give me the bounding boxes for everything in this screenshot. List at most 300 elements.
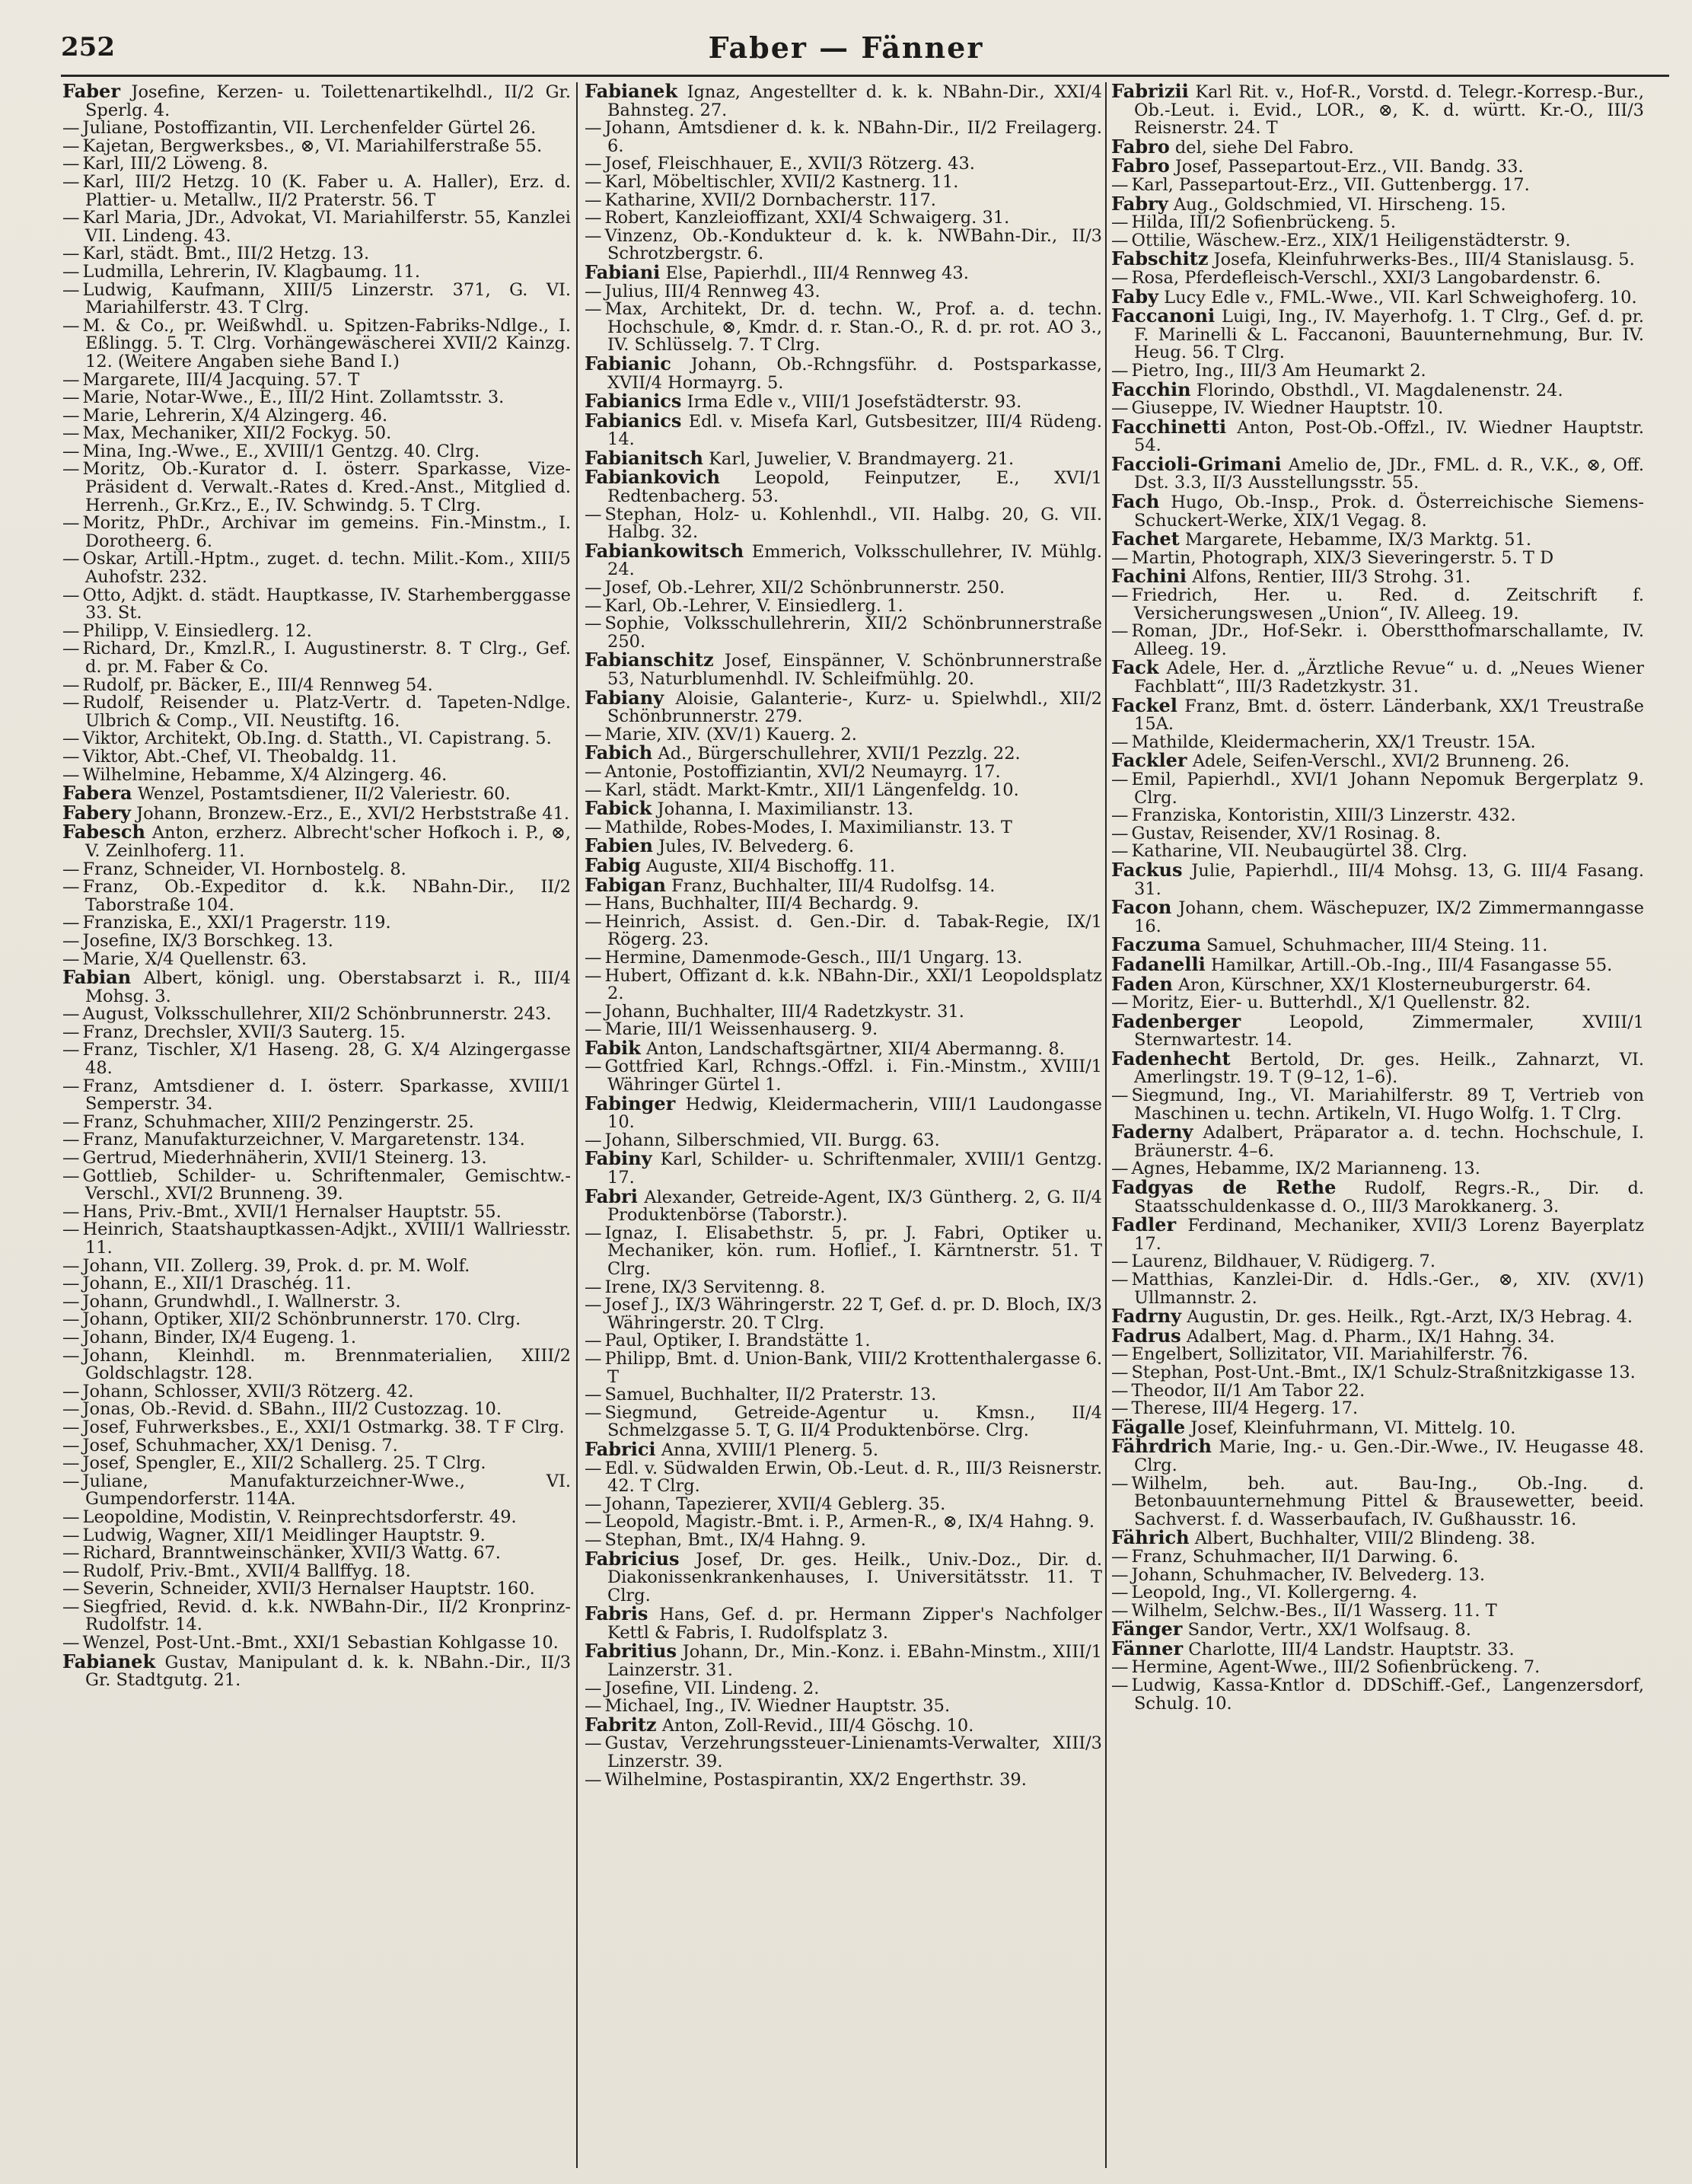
entry-surname: Fachet bbox=[1111, 528, 1180, 550]
entry-text: Stephan, Bmt., IX/4 Hahng. 9. bbox=[604, 1529, 866, 1550]
entry-text: Marie, Ing.- u. Gen.-Dir.-Wwe., IV. Heugasse 48. Clrg. bbox=[1134, 1437, 1644, 1475]
repeat-dash: — bbox=[585, 1678, 602, 1698]
directory-entry bbox=[1111, 1564, 1644, 1585]
directory-entry bbox=[1111, 1584, 1644, 1602]
directory-entry bbox=[1111, 192, 1644, 215]
directory-entry bbox=[62, 171, 571, 210]
directory-entry bbox=[1111, 415, 1644, 456]
entry-surname: Fadrny bbox=[1111, 1305, 1182, 1328]
repeat-dash: — bbox=[62, 859, 80, 879]
repeat-dash: — bbox=[585, 171, 602, 192]
repeat-dash: — bbox=[585, 894, 602, 914]
directory-entry bbox=[585, 965, 1102, 1004]
entry-surname: Fack bbox=[1111, 656, 1159, 679]
entry-text: Richard, Branntweinschänker, XVII/3 Wattg. 67. bbox=[82, 1543, 501, 1564]
entry-text: Rudolf, Priv.-Bmt., XVII/4 Ballffyg. 18. bbox=[82, 1561, 411, 1581]
directory-entry bbox=[62, 1545, 571, 1563]
repeat-dash: — bbox=[585, 614, 602, 634]
entry-text: Josef, Fleischhauer, E., XVII/3 Rötzerg. 43. bbox=[604, 154, 975, 174]
directory-entry bbox=[585, 1184, 1102, 1226]
directory-entry bbox=[62, 1596, 571, 1635]
directory-entry bbox=[585, 873, 1102, 896]
entry-text: Josefa, Kleinfuhrwerks-Bes., III/4 Stanislausg. 5. bbox=[1213, 250, 1635, 270]
entry-text: Siegfried, Revid. d. k.k. NWBahn-Dir., II/2 Kronprinz-Rudolfstr. 14. bbox=[82, 1596, 571, 1635]
repeat-dash: — bbox=[62, 208, 80, 228]
entry-surname: Fadgyas de Rethe bbox=[1111, 1176, 1337, 1199]
directory-entry bbox=[585, 819, 1102, 837]
repeat-dash: — bbox=[585, 1696, 602, 1717]
entry-surname: Fabigan bbox=[585, 873, 666, 896]
entry-text: Rudolf, Reisender u. Platz-Vertr. d. Tapeten-Ndlge. Ulbrich & Comp., VII. Neustiftg. 16. bbox=[82, 693, 571, 731]
entry-surname: Fabiankovich bbox=[585, 466, 720, 489]
directory-entry bbox=[1111, 547, 1644, 568]
repeat-dash: — bbox=[585, 1512, 602, 1532]
repeat-dash: — bbox=[585, 208, 602, 228]
entry-text: Leopold, Ing., VI. Kollergerng. 4. bbox=[1131, 1583, 1418, 1603]
directory-entry bbox=[1111, 135, 1644, 158]
entry-text: Karl, Ob.-Lehrer, V. Einsiedlerg. 1. bbox=[604, 595, 903, 616]
repeat-dash: — bbox=[62, 913, 80, 933]
directory-entry bbox=[1111, 1364, 1644, 1382]
directory-entry bbox=[62, 138, 571, 156]
directory-entry bbox=[1111, 269, 1644, 288]
directory-entry bbox=[62, 1437, 571, 1455]
directory-entry bbox=[585, 895, 1102, 913]
repeat-dash: — bbox=[62, 315, 80, 336]
directory-entry bbox=[585, 283, 1102, 301]
directory-entry bbox=[585, 1642, 1102, 1679]
directory-entry bbox=[62, 1221, 571, 1257]
column-divider bbox=[576, 82, 578, 2168]
entry-text: Juliane, Manufakturzeichner-Wwe., VI. Gumpendorferstr. 114A. bbox=[82, 1471, 571, 1510]
directory-entry bbox=[62, 461, 571, 515]
entry-text: Anna, XVIII/1 Plenerg. 5. bbox=[661, 1440, 879, 1460]
repeat-dash: — bbox=[62, 949, 80, 969]
entry-text: Johann, E., XII/1 Draschég. 11. bbox=[82, 1274, 352, 1294]
directory-entry bbox=[1111, 1637, 1644, 1660]
entry-text: Josef, Schuhmacher, XX/1 Denisg. 7. bbox=[82, 1435, 398, 1455]
entry-text: Ad., Bürgerschullehrer, XVII/1 Pezzlg. 22. bbox=[658, 744, 1021, 764]
header-rule bbox=[61, 75, 1669, 77]
entry-text: Augustin, Dr. ges. Heilk., Rgt.-Arzt, IX/3 Hebrag. 4. bbox=[1187, 1307, 1633, 1328]
directory-entry bbox=[1111, 1677, 1644, 1713]
entry-text: Agnes, Hebamme, IX/2 Marianneng. 13. bbox=[1131, 1159, 1480, 1179]
directory-entry bbox=[1111, 1307, 1644, 1327]
directory-entry bbox=[1111, 1620, 1644, 1640]
directory-entry bbox=[585, 799, 1102, 819]
entry-text: del, siehe Del Fabro. bbox=[1174, 137, 1354, 158]
entry-surname: Fabianitsch bbox=[585, 446, 703, 469]
entry-text: Moritz, Eier- u. Butterhdl., X/1 Quellenstr. 82. bbox=[1131, 993, 1531, 1013]
repeat-dash: — bbox=[1111, 360, 1129, 381]
directory-entry bbox=[62, 1347, 571, 1383]
directory-entry bbox=[585, 1437, 1102, 1460]
directory-entry bbox=[1111, 858, 1644, 899]
entry-surname: Fabianek bbox=[62, 1650, 156, 1672]
directory-entry bbox=[585, 913, 1102, 949]
directory-entry bbox=[62, 550, 571, 586]
entry-surname: Faccioli-Grimani bbox=[1111, 452, 1282, 475]
directory-entry bbox=[62, 930, 571, 951]
entry-text: Marie, Notar-Wwe., E., III/2 Hint. Zollamtsstr. 3. bbox=[82, 387, 505, 408]
repeat-dash: — bbox=[62, 1111, 80, 1132]
entry-text: Martin, Photograph, XIX/3 Sieveringerstr. 5. T D bbox=[1131, 547, 1554, 568]
directory-entry bbox=[62, 1201, 571, 1222]
entry-text: Gottfried Karl, Rchngs.-Offzl. i. Fin.-Minstm., XVIII/1 Währinger Gürtel 1. bbox=[604, 1057, 1102, 1095]
directory-entry bbox=[1111, 1437, 1644, 1475]
entry-surname: Facchinetti bbox=[1111, 415, 1227, 438]
directory-entry bbox=[1111, 1271, 1644, 1307]
entry-text: Anton, Landschaftsgärtner, XII/4 Abermanng. 8. bbox=[645, 1038, 1065, 1059]
entry-surname: Fänner bbox=[1111, 1637, 1184, 1660]
directory-entry bbox=[62, 1255, 571, 1276]
directory-entry bbox=[585, 155, 1102, 174]
entry-surname: Fadenberger bbox=[1111, 1009, 1241, 1032]
directory-entry bbox=[62, 748, 571, 767]
repeat-dash: — bbox=[1111, 1398, 1129, 1419]
entry-text: Hilda, III/2 Sofienbrückeng. 5. bbox=[1131, 212, 1396, 233]
entry-text: Gertrud, Miederhnäherin, XVII/1 Steinerg. 13. bbox=[82, 1148, 487, 1169]
entry-surname: Fabritius bbox=[585, 1640, 677, 1663]
repeat-dash: — bbox=[62, 1004, 80, 1025]
entry-text: Johann, Kleinhdl. m. Brennmaterialien, XIII/2 Goldschlagstr. 128. bbox=[82, 1345, 571, 1384]
repeat-dash: — bbox=[1111, 823, 1129, 843]
directory-entry bbox=[585, 651, 1102, 688]
entry-text: Ludwig, Wagner, XII/1 Meidlinger Hauptstr. 9. bbox=[82, 1525, 486, 1545]
entry-text: Adele, Her. d. „Ärztliche Revue“ u. d. „Neues Wiener Fachblatt“, III/3 Radetzkystr. 31. bbox=[1134, 658, 1644, 697]
repeat-dash: — bbox=[62, 1399, 80, 1420]
entry-surname: Fährdrich bbox=[1111, 1435, 1212, 1458]
entry-surname: Fabri bbox=[585, 1184, 638, 1207]
repeat-dash: — bbox=[1111, 1600, 1129, 1621]
directory-entry bbox=[1111, 247, 1644, 270]
directory-entry bbox=[62, 1131, 571, 1149]
entry-text: Moritz, PhDr., Archivar im gemeins. Fin.-Minstm., I. Dorotheerg. 6. bbox=[82, 513, 571, 551]
directory-entry bbox=[62, 120, 571, 138]
entry-surname: Fabiany bbox=[585, 686, 664, 709]
entry-text: Karl Rit. v., Hof-R., Vorstd. d. Telegr.-Korresp.-Bur., Ob.-Leut. i. Evid., LOR., ⊗, K. d. württ. Kr.-O., III/3 Reisnerstr. 24. T bbox=[1134, 82, 1644, 139]
repeat-dash: — bbox=[1111, 585, 1129, 606]
entry-text: Charlotte, III/4 Landstr. Hauptstr. 33. bbox=[1188, 1639, 1515, 1660]
directory-entry bbox=[62, 730, 571, 748]
entry-surname: Fabiny bbox=[585, 1147, 652, 1170]
repeat-dash: — bbox=[585, 578, 602, 598]
repeat-dash: — bbox=[1111, 993, 1129, 1013]
entry-surname: Fackel bbox=[1111, 693, 1177, 716]
entry-surname: Fabien bbox=[585, 834, 653, 857]
directory-entry bbox=[62, 1650, 571, 1691]
entry-text: Luigi, Ing., IV. Mayerhofg. 1. T Clrg., Gef. d. pr. F. Marinelli & L. Faccanoni, Bauunternehmung, Bur. IV. Heug. 56. T Clrg. bbox=[1134, 307, 1644, 363]
directory-entry bbox=[62, 587, 571, 623]
repeat-dash: — bbox=[1111, 212, 1129, 233]
directory-entry bbox=[1111, 1475, 1644, 1529]
repeat-dash: — bbox=[62, 1255, 80, 1276]
repeat-dash: — bbox=[585, 118, 602, 139]
entry-text: Aron, Kürschner, XX/1 Klosterneuburgerstr. 64. bbox=[1177, 974, 1592, 995]
entry-text: Karl, III/2 Hetzg. 10 (K. Faber u. A. Haller), Erz. d. Plattier- u. Metallw., II/2 Praterstr. 56. T bbox=[82, 171, 571, 210]
repeat-dash: — bbox=[585, 947, 602, 968]
directory-entry bbox=[585, 686, 1102, 727]
repeat-dash: — bbox=[62, 1417, 80, 1437]
directory-entry bbox=[62, 640, 571, 676]
entry-text: Ludwig, Kassa-Kntlor d. DDSchiff.-Gef., Langenzersdorf, Schulg. 10. bbox=[1131, 1675, 1644, 1714]
entry-text: Karl, städt. Bmt., III/2 Hetzg. 13. bbox=[82, 244, 370, 264]
repeat-dash: — bbox=[62, 549, 80, 569]
repeat-dash: — bbox=[62, 1453, 80, 1474]
entry-text: Leopold, Magistr.-Bmt. i. P., Armen-R., ⊗, IX/4 Hahng. 9. bbox=[604, 1512, 1095, 1532]
entry-text: Edl. v. Misefa Karl, Gutsbesitzer, III/4 Rüdeng. 14. bbox=[607, 411, 1102, 450]
entry-text: Samuel, Schuhmacher, III/4 Steing. 11. bbox=[1206, 936, 1548, 956]
repeat-dash: — bbox=[62, 1220, 80, 1240]
directory-entry bbox=[585, 726, 1102, 744]
directory-entry bbox=[1111, 623, 1644, 658]
entry-text: Margarete, III/4 Jacquing. 57. T bbox=[82, 369, 360, 390]
directory-entry bbox=[62, 1527, 571, 1545]
repeat-dash: — bbox=[585, 595, 602, 616]
repeat-dash: — bbox=[62, 369, 80, 390]
entry-text: Rosa, Pferdefleisch-Verschl., XXI/3 Langobardenstr. 6. bbox=[1131, 267, 1601, 288]
directory-entry bbox=[585, 1496, 1102, 1514]
directory-entry bbox=[62, 389, 571, 407]
entry-surname: Facon bbox=[1111, 896, 1172, 919]
repeat-dash: — bbox=[62, 136, 80, 156]
entry-text: Sandor, Vertr., XX/1 Wolfsaug. 8. bbox=[1187, 1620, 1471, 1640]
entry-surname: Fabro bbox=[1111, 155, 1170, 177]
entry-text: Julie, Papierhdl., III/4 Mohsg. 13, G. III/4 Fasang. 31. bbox=[1134, 860, 1644, 899]
directory-entry bbox=[62, 407, 571, 426]
entry-text: Wenzel, Post-Unt.-Bmt., XXI/1 Sebastian Kohlgasse 10. bbox=[82, 1633, 559, 1653]
entry-text: Antonie, Postoffiziantin, XVI/2 Neumayrg. 17. bbox=[604, 761, 1001, 782]
directory-entry bbox=[1111, 587, 1644, 623]
entry-text: Alfons, Rentier, III/3 Strohg. 31. bbox=[1192, 567, 1471, 588]
entry-text: Josef, Dr. ges. Heilk., Univ.-Doz., Dir. d. Diakonissenkrankenhauses, I. Universitätsstr. 11. T Clrg. bbox=[607, 1549, 1102, 1605]
directory-entry bbox=[585, 1021, 1102, 1039]
repeat-dash: — bbox=[62, 1201, 80, 1222]
repeat-dash: — bbox=[585, 1331, 602, 1351]
repeat-dash: — bbox=[585, 504, 602, 524]
repeat-dash: — bbox=[62, 930, 80, 951]
directory-entry bbox=[585, 1350, 1102, 1386]
entry-text: Franz, Ob.-Expeditor d. k.k. NBahn-Dir., II/2 Taborstraße 104. bbox=[82, 877, 571, 915]
repeat-dash: — bbox=[62, 1633, 80, 1653]
entry-text: Vinzenz, Ob.-Kondukteur d. k. k. NWBahn-Dir., II/3 Schrotzbergstr. 6. bbox=[604, 225, 1102, 264]
directory-entry bbox=[1111, 1178, 1644, 1216]
entry-text: Ludwig, Kaufmann, XIII/5 Linzerstr. 371, G. VI. Mariahilferstr. 43. T Clrg. bbox=[82, 279, 571, 318]
entry-text: Ferdinand, Mechaniker, XVII/3 Lorenz Bayerplatz 17. bbox=[1134, 1216, 1644, 1254]
repeat-dash: — bbox=[62, 693, 80, 713]
repeat-dash: — bbox=[585, 911, 602, 932]
directory-entry bbox=[1111, 734, 1644, 752]
repeat-dash: — bbox=[62, 1165, 80, 1186]
entry-text: Emil, Papierhdl., XVI/1 Johann Nepomuk Bergerplatz 9. Clrg. bbox=[1131, 769, 1644, 808]
directory-entry bbox=[1111, 214, 1644, 232]
repeat-dash: — bbox=[585, 1001, 602, 1022]
entry-text: Johann, Tapezierer, XVII/4 Geblerg. 35. bbox=[604, 1494, 946, 1514]
repeat-dash: — bbox=[585, 1529, 602, 1550]
repeat-dash: — bbox=[1111, 769, 1129, 789]
entry-text: Philipp, V. Einsiedlerg. 12. bbox=[82, 620, 312, 641]
repeat-dash: — bbox=[62, 1130, 80, 1150]
entry-text: Laurenz, Bildhauer, V. Rüdigerg. 7. bbox=[1131, 1251, 1435, 1272]
repeat-dash: — bbox=[62, 261, 80, 282]
entry-text: Sophie, Volksschullehrerin, XII/2 Schönbrunnerstraße 250. bbox=[604, 614, 1102, 652]
repeat-dash: — bbox=[62, 1345, 80, 1366]
entry-text: Mathilde, Kleidermacherin, XX/1 Treustr. 15A. bbox=[1131, 732, 1536, 752]
repeat-dash: — bbox=[585, 1223, 602, 1243]
repeat-dash: — bbox=[1111, 1473, 1129, 1494]
directory-entry bbox=[62, 1041, 571, 1077]
entry-surname: Fabianics bbox=[585, 409, 682, 432]
entry-surname: Fabricius bbox=[585, 1547, 680, 1570]
entry-surname: Fabry bbox=[1111, 192, 1168, 215]
directory-entry bbox=[1111, 1324, 1644, 1347]
directory-entry bbox=[585, 1713, 1102, 1736]
entry-text: Franz, Tischler, X/1 Haseng. 28, G. X/4 Alzingergasse 48. bbox=[82, 1040, 571, 1079]
entry-text: Heinrich, Assist. d. Gen.-Dir. d. Tabak-Regie, IX/1 Rögerg. 23. bbox=[604, 911, 1102, 950]
directory-entry bbox=[1111, 174, 1644, 195]
entry-text: Josef, Fuhrwerksbes., E., XXI/1 Ostmarkg. 38. T F Clrg. bbox=[82, 1417, 565, 1437]
entry-surname: Fabiankowitsch bbox=[585, 539, 744, 562]
entry-text: Katharine, XVII/2 Dornbacherstr. 117. bbox=[604, 190, 936, 210]
entry-text: Johann, Silberschmied, VII. Burgg. 63. bbox=[604, 1130, 940, 1150]
directory-entry bbox=[1111, 1548, 1644, 1567]
repeat-dash: — bbox=[585, 1769, 602, 1790]
directory-entry bbox=[1111, 1382, 1644, 1401]
entry-text: Alexander, Getreide-Agent, IX/3 Güntherg. 2, G. II/4 Produktenbörse (Taborstr.). bbox=[607, 1187, 1102, 1226]
entry-surname: Fabig bbox=[585, 853, 641, 876]
repeat-dash: — bbox=[62, 118, 80, 139]
entry-text: Friedrich, Her. u. Red. d. Zeitschrift f. Versicherungswesen „Union“, IV. Alleeg. 19. bbox=[1131, 585, 1644, 623]
directory-entry bbox=[62, 784, 571, 804]
repeat-dash: — bbox=[62, 1309, 80, 1330]
entry-surname: Fach bbox=[1111, 490, 1160, 513]
entry-surname: Fabrici bbox=[585, 1437, 656, 1460]
entry-text: Rudolf, pr. Bäcker, E., III/4 Rennweg 54. bbox=[82, 674, 433, 695]
entry-surname: Fabianschitz bbox=[585, 649, 714, 671]
entry-text: Katharine, VII. Neubaugürtel 38. Clrg. bbox=[1131, 841, 1467, 862]
entry-surname: Fabiani bbox=[585, 260, 661, 283]
directory-entry bbox=[585, 506, 1102, 542]
entry-text: Oskar, Artill.-Hptm., zuget. d. techn. Milit.-Kom., XIII/5 Auhofstr. 232. bbox=[82, 549, 571, 588]
entry-text: Johann, Optiker, XII/2 Schönbrunnerstr. 170. Clrg. bbox=[82, 1309, 521, 1330]
directory-entry bbox=[585, 1132, 1102, 1150]
directory-entry bbox=[585, 1225, 1102, 1279]
directory-entry bbox=[1111, 1253, 1644, 1271]
entry-text: Siegmund, Getreide-Agentur u. Kmsn., II/4 Schmelzgasse 5. T, G. II/4 Produktenbörse. Clrg. bbox=[604, 1402, 1102, 1441]
entry-surname: Fabesch bbox=[62, 821, 145, 843]
directory-entry bbox=[585, 761, 1102, 782]
entry-text: Emmerich, Volksschullehrer, IV. Mühlg. 24. bbox=[607, 541, 1102, 580]
entry-surname: Fänger bbox=[1111, 1618, 1183, 1640]
repeat-dash: — bbox=[1111, 398, 1129, 419]
entry-text: Siegmund, Ing., VI. Mariahilferstr. 89 T, Vertrieb von Maschinen u. techn. Artikeln, VI. Hugo Wolfg. 1. T Clrg. bbox=[1131, 1086, 1644, 1124]
directory-entry bbox=[1111, 1123, 1644, 1160]
repeat-dash: — bbox=[62, 1291, 80, 1312]
entry-text: Kajetan, Bergwerksbes., ⊗, VI. Mariahilferstraße 55. bbox=[82, 136, 543, 156]
directory-entry bbox=[1111, 751, 1644, 771]
directory-entry bbox=[62, 1024, 571, 1042]
entry-text: Ignaz, I. Elisabethstr. 5, pr. J. Fabri, Optiker u. Mechaniker, kön. rum. Hoflief., I. Kärntnerstr. 51. T Clrg. bbox=[604, 1223, 1102, 1279]
entry-text: Johann, Binder, IX/4 Eugeng. 1. bbox=[82, 1327, 357, 1347]
entry-surname: Faccanoni bbox=[1111, 304, 1216, 327]
entry-text: Ludmilla, Lehrerin, IV. Klagbaumg. 11. bbox=[82, 261, 421, 282]
repeat-dash: — bbox=[585, 1733, 602, 1754]
entry-surname: Fabrizii bbox=[1111, 82, 1189, 102]
entry-text: Franz, Manufakturzeichner, V. Margaretenstr. 134. bbox=[82, 1130, 525, 1150]
entry-surname: Fabritz bbox=[585, 1713, 657, 1736]
directory-entry bbox=[1111, 693, 1644, 735]
directory-entry bbox=[62, 1401, 571, 1419]
entry-text: Adalbert, Mag. d. Pharm., IX/1 Hahng. 34. bbox=[1186, 1326, 1555, 1347]
directory-entry bbox=[1111, 1087, 1644, 1123]
entry-text: Ignaz, Angestellter d. k. k. NBahn-Dir., XXI/4 Bahnsteg. 27. bbox=[607, 82, 1102, 120]
repeat-dash: — bbox=[1111, 1086, 1129, 1106]
entry-text: Leopold, Feinputzer, E., XVI/1 Redtenbacherg. 53. bbox=[607, 468, 1102, 507]
repeat-dash: — bbox=[62, 423, 80, 444]
entry-text: Franziska, E., XXI/1 Pragerstr. 119. bbox=[82, 913, 391, 933]
directory-entry bbox=[62, 878, 571, 914]
entry-surname: Fadenhecht bbox=[1111, 1047, 1231, 1070]
entry-text: Max, Architekt, Dr. d. techn. W., Prof. a. d. techn. Hochschule, ⊗, Kmdr. d. r. Stan.-O., R. d. pr. rot. AO 3., IV. Schlüsselg. 7. T Clrg. bbox=[604, 299, 1102, 355]
directory-entry bbox=[62, 515, 571, 550]
entry-text: Karl, Möbeltischler, XVII/2 Kastnerg. 11. bbox=[604, 171, 959, 192]
directory-entry bbox=[585, 1092, 1102, 1133]
entry-text: Aloisie, Galanterie-, Kurz- u. Spielwhdl., XII/2 Schönbrunnerstr. 279. bbox=[607, 688, 1102, 727]
entry-text: Josef, Passepartout-Erz., VII. Bandg. 33. bbox=[1174, 157, 1524, 177]
directory-entry bbox=[62, 1563, 571, 1581]
directory-entry bbox=[585, 615, 1102, 651]
directory-entry bbox=[585, 171, 1102, 192]
entry-text: Irene, IX/3 Servitenng. 8. bbox=[604, 1277, 826, 1297]
entry-text: Anton, Post-Ob.-Offzl., IV. Wiedner Hauptstr. 54. bbox=[1134, 417, 1644, 456]
entry-text: Johann, VII. Zollerg. 39, Prok. d. pr. M. Wolf. bbox=[82, 1255, 470, 1276]
entry-text: Auguste, XII/4 Bischoffg. 11. bbox=[646, 856, 896, 876]
entry-surname: Fabinger bbox=[585, 1092, 676, 1114]
entry-text: Wilhelmine, Postaspirantin, XX/2 Engerthstr. 39. bbox=[604, 1769, 1027, 1790]
entry-text: Josefine, IX/3 Borschkeg. 13. bbox=[82, 930, 333, 951]
entry-text: Hermine, Damenmode-Gesch., III/1 Ungarg. 13. bbox=[604, 947, 1023, 968]
entry-text: Irma Edle v., VIII/1 Josefstädterstr. 93. bbox=[687, 392, 1022, 413]
entry-text: Gustav, Manipulant d. k. k. NBahn.-Dir., II/3 Gr. Stadtgutg. 21. bbox=[85, 1652, 571, 1691]
directory-entry bbox=[585, 1735, 1102, 1771]
directory-entry bbox=[585, 468, 1102, 505]
repeat-dash: — bbox=[585, 154, 602, 174]
entry-text: Josef, Spengler, E., XII/2 Schallerg. 25. T Clrg. bbox=[82, 1453, 486, 1474]
directory-entry bbox=[1111, 771, 1644, 807]
repeat-dash: — bbox=[1111, 805, 1129, 826]
directory-entry bbox=[585, 1513, 1102, 1532]
entry-surname: Faden bbox=[1111, 972, 1173, 995]
repeat-dash: — bbox=[1111, 1380, 1129, 1401]
repeat-dash: — bbox=[62, 1327, 80, 1347]
entry-text: Aug., Goldschmied, VI. Hirscheng. 15. bbox=[1173, 194, 1506, 215]
entry-text: Karl, III/2 Löweng. 8. bbox=[82, 154, 269, 174]
entry-text: Karl, Passepartout-Erz., VII. Guttenbergg. 17. bbox=[1131, 174, 1530, 195]
column-divider bbox=[1105, 82, 1107, 2168]
entry-text: Johann, Amtsdiener d. k. k. NBahn-Dir., II/2 Freilagerg. 6. bbox=[604, 118, 1102, 156]
repeat-dash: — bbox=[585, 1130, 602, 1150]
entry-text: Jonas, Ob.-Revid. d. SBahn., III/2 Custozzag. 10. bbox=[82, 1399, 502, 1420]
directory-entry bbox=[585, 1547, 1102, 1605]
directory-entry bbox=[1111, 952, 1644, 975]
repeat-dash: — bbox=[585, 1019, 602, 1040]
directory-entry bbox=[1111, 1526, 1644, 1549]
entry-surname: Fabik bbox=[585, 1036, 641, 1059]
directory-entry bbox=[62, 263, 571, 282]
repeat-dash: — bbox=[62, 639, 80, 659]
entry-text: Wilhelm, beh. aut. Bau-Ing., Ob.-Ing. d. Betonbauunternehmung Pittel & Brausewetter, beeid. Sachverst. f. d. Wasserbaufach, IV. Gußhausstr. 16. bbox=[1131, 1473, 1644, 1529]
directory-entry bbox=[62, 694, 571, 730]
